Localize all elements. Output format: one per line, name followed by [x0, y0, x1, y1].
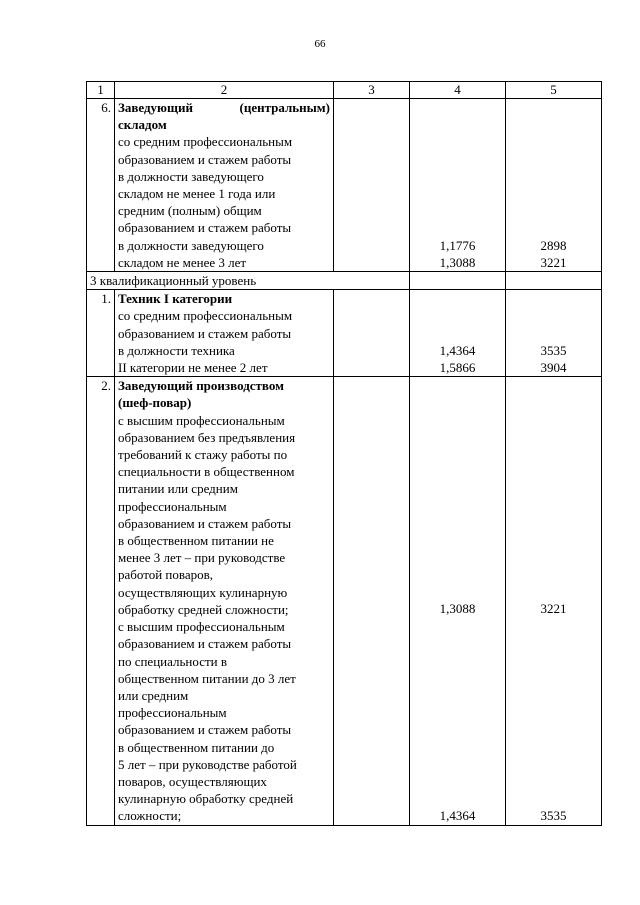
- position-title: (шеф-повар): [118, 395, 192, 411]
- header-cell-1: 1: [87, 82, 115, 99]
- position-title: Заведующий производством: [118, 378, 284, 394]
- position-desc-line: с высшим профессиональным: [118, 619, 285, 635]
- row-number: 6.: [87, 99, 115, 272]
- coefficient-cell: [410, 99, 506, 272]
- coefficient-value: 1,4364: [439, 808, 476, 824]
- position-desc-line: образованием без предъявления: [118, 429, 296, 445]
- col4-cell: [410, 272, 506, 290]
- row-number: 1.: [87, 290, 115, 377]
- salary-value: 3221: [540, 254, 567, 270]
- coefficient-cell: [410, 290, 506, 377]
- position-cell: [115, 290, 334, 377]
- position-desc-line: менее 3 лет – при руководстве: [118, 550, 286, 566]
- position-desc-line: сложности;: [118, 808, 182, 824]
- position-desc-line: средним (полным) общим: [118, 203, 262, 219]
- qualification-level: 3 квалификационный уровень: [87, 272, 410, 290]
- position-desc-line: в должности заведующего: [118, 237, 264, 253]
- header-cell-3: 3: [334, 82, 410, 99]
- row-number: 2.: [87, 377, 115, 825]
- coefficient-value: 1,1776: [439, 237, 476, 253]
- position-desc-line: профессиональным: [118, 705, 227, 721]
- coefficient-value: 1,4364: [439, 342, 476, 358]
- header-cell-4: 4: [410, 82, 506, 99]
- position-title: Заведующий (центральным): [118, 100, 330, 115]
- position-desc-line: со средним профессиональным: [118, 134, 293, 150]
- coefficient-cell: [410, 377, 506, 825]
- position-desc-line: складом не менее 3 лет: [118, 254, 247, 270]
- salary-cell: [506, 99, 602, 272]
- qualification-level-row: [87, 272, 602, 290]
- position-desc-line: общественном питании до 3 лет: [118, 670, 296, 686]
- coefficient-value: 1,3088: [439, 254, 476, 270]
- position-desc-line: профессиональным: [118, 498, 227, 514]
- position-cell: [115, 377, 334, 825]
- salary-table: [86, 81, 602, 826]
- position-desc-line: образованием и стажем работы: [118, 722, 292, 738]
- table-row: [87, 99, 602, 272]
- position-desc-line: образованием и стажем работы: [118, 220, 292, 236]
- position-desc-line: II категории не менее 2 лет: [118, 360, 268, 376]
- position-title: Техник I категории: [118, 291, 233, 307]
- col3-cell: [334, 377, 410, 825]
- salary-value: 3221: [540, 601, 567, 617]
- position-desc-line: или средним: [118, 687, 189, 703]
- salary-cell: [506, 377, 602, 825]
- position-desc-line: требований к стажу работы по: [118, 447, 288, 463]
- position-desc-line: специальности в общественном: [118, 464, 295, 480]
- salary-cell: [506, 290, 602, 377]
- position-desc-line: в общественном питании до: [118, 739, 275, 755]
- position-desc-line: осуществляющих кулинарную: [118, 584, 288, 600]
- col3-cell: [334, 99, 410, 272]
- position-desc-line: в должности техника: [118, 342, 235, 358]
- coefficient-value: 1,3088: [439, 601, 476, 617]
- salary-value: 3904: [540, 360, 567, 376]
- position-desc-line: образованием и стажем работы: [118, 636, 292, 652]
- col3-cell: [334, 290, 410, 377]
- position-desc-line: образованием и стажем работы: [118, 151, 292, 167]
- header-cell-2: 2: [115, 82, 334, 99]
- salary-value: 2898: [540, 237, 567, 253]
- position-desc-line: по специальности в: [118, 653, 227, 669]
- position-title: складом: [118, 117, 167, 133]
- position-desc-line: с высшим профессиональным: [118, 412, 285, 428]
- position-desc-line: со средним профессиональным: [118, 308, 293, 324]
- position-desc-line: в должности заведующего: [118, 168, 264, 184]
- coefficient-value: 1,5866: [439, 360, 476, 376]
- position-desc-line: кулинарную обработку средней: [118, 791, 294, 807]
- salary-value: 3535: [540, 342, 567, 358]
- position-desc-line: работой поваров,: [118, 567, 214, 583]
- header-cell-5: 5: [506, 82, 602, 99]
- position-desc-line: в общественном питании не: [118, 533, 274, 549]
- position-desc-line: образованием и стажем работы: [118, 515, 292, 531]
- position-desc-line: складом не менее 1 года или: [118, 186, 276, 202]
- page-number: 66: [314, 38, 326, 50]
- position-desc-line: поваров, осуществляющих: [118, 773, 267, 789]
- table-row: [87, 290, 602, 377]
- salary-value: 3535: [540, 808, 567, 824]
- position-cell: [115, 99, 334, 272]
- col5-cell: [506, 272, 602, 290]
- table-row: [87, 377, 602, 825]
- position-desc-line: образованием и стажем работы: [118, 325, 292, 341]
- position-desc-line: обработку средней сложности;: [118, 601, 289, 617]
- position-desc-line: питании или средним: [118, 481, 238, 497]
- position-desc-line: 5 лет – при руководстве работой: [118, 756, 297, 772]
- table-header-row: [87, 82, 602, 99]
